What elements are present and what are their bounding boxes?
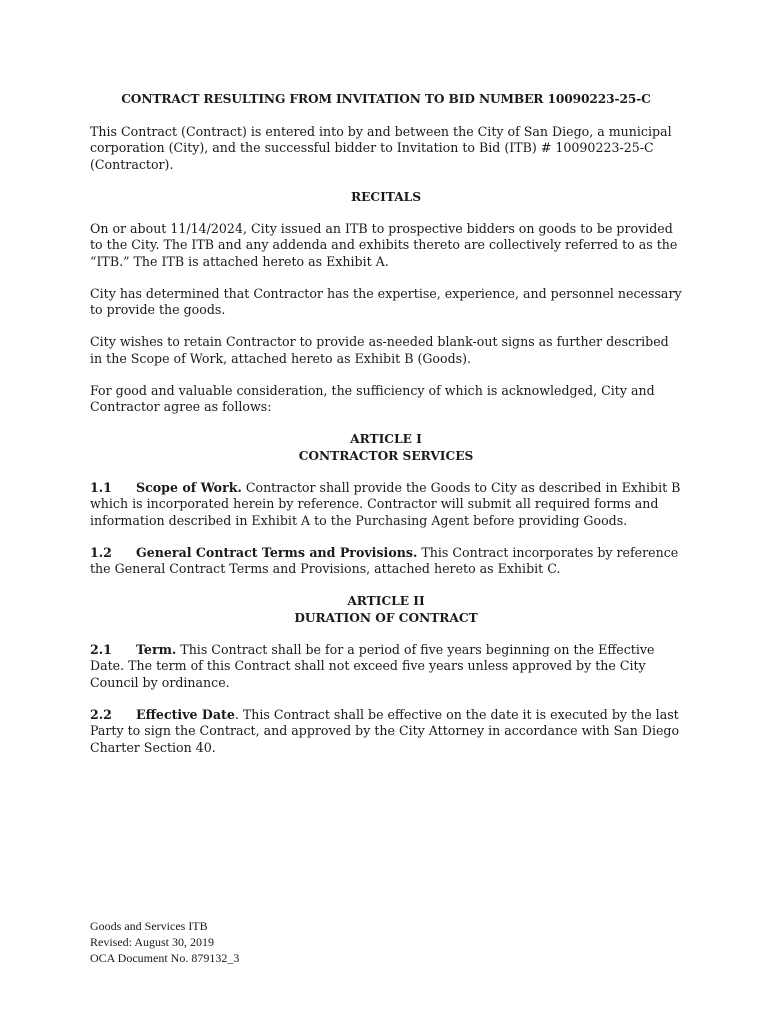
footer-line: Goods and Services ITB [90, 919, 208, 933]
section-2-2 [90, 707, 682, 757]
section-1-1 [90, 480, 682, 530]
article-2-heading [90, 593, 682, 626]
section-number: 2.2 [90, 706, 112, 722]
section-text: This Contract shall be for a period of five years beginning on the Effective Date. The term of this Contract shall not exceed five years unless approved by the City Council by ordinance. [90, 641, 655, 690]
section-number: 1.2 [90, 544, 112, 560]
article-2-label: ARTICLE II [347, 594, 425, 608]
section-text: . This Contract shall be effective on the date it is executed by the last Party to sign the Contract, and approved by the City Attorney in accordance with San Diego Charter Section 40. [90, 706, 680, 755]
recital-paragraph: City wishes to retain Contractor to provide as-needed blank-out signs as further described in the Scope of Work, attached hereto as Exhibit B (Goods). [90, 334, 669, 366]
footer-line: Revised: August 30, 2019 [90, 935, 215, 949]
recital-paragraph: For good and valuable consideration, the sufficiency of which is acknowledged, City and Contractor agree as follows: [90, 382, 655, 414]
page-title: CONTRACT RESULTING FROM INVITATION TO BID NUMBER 10090223-25-C [121, 92, 651, 106]
recital-paragraph: City has determined that Contractor has the expertise, experience, and personnel necessary to provide the goods. [90, 285, 682, 317]
section-heading: Scope of Work. [136, 479, 242, 495]
article-1-heading [90, 431, 682, 464]
section-heading: General Contract Terms and Provisions. [136, 544, 418, 560]
footer-line: OCA Document No. 879132_3 [90, 951, 240, 965]
section-number: 2.1 [90, 641, 112, 657]
article-2-title: DURATION OF CONTRACT [294, 610, 478, 625]
intro-paragraph: This Contract (Contract) is entered into by and between the City of San Diego, a municipal corporation (City), and the successful bidder to Invitation to Bid (ITB) # 10090223-25-C (Contractor). [90, 123, 672, 172]
section-2-1 [90, 642, 682, 692]
section-text: This Contract incorporates by reference the General Contract Terms and Provisions, attached hereto as Exhibit C. [90, 544, 679, 576]
section-heading: Term. [136, 641, 177, 657]
section-number: 1.1 [90, 479, 112, 495]
section-heading: Effective Date [136, 706, 235, 722]
recital-paragraph: On or about 11/14/2024, City issued an ITB to prospective bidders on goods to be provided to the City. The ITB and any addenda and exhibits thereto are collectively referred to as the “ITB.” The ITB is attached hereto as Exhibit A. [90, 220, 678, 269]
section-text: Contractor shall provide the Goods to City as described in Exhibit B which is incorporated herein by reference. Contractor will submit all required forms and information described in Exhibit A to the Purchasing Agent before providing Goods. [90, 479, 681, 528]
recitals-heading: RECITALS [350, 189, 422, 204]
section-1-2 [90, 545, 682, 578]
document-body [90, 91, 682, 772]
article-1-label: ARTICLE I [350, 432, 422, 446]
article-1-title: CONTRACTOR SERVICES [298, 448, 474, 463]
page-footer [90, 918, 239, 966]
